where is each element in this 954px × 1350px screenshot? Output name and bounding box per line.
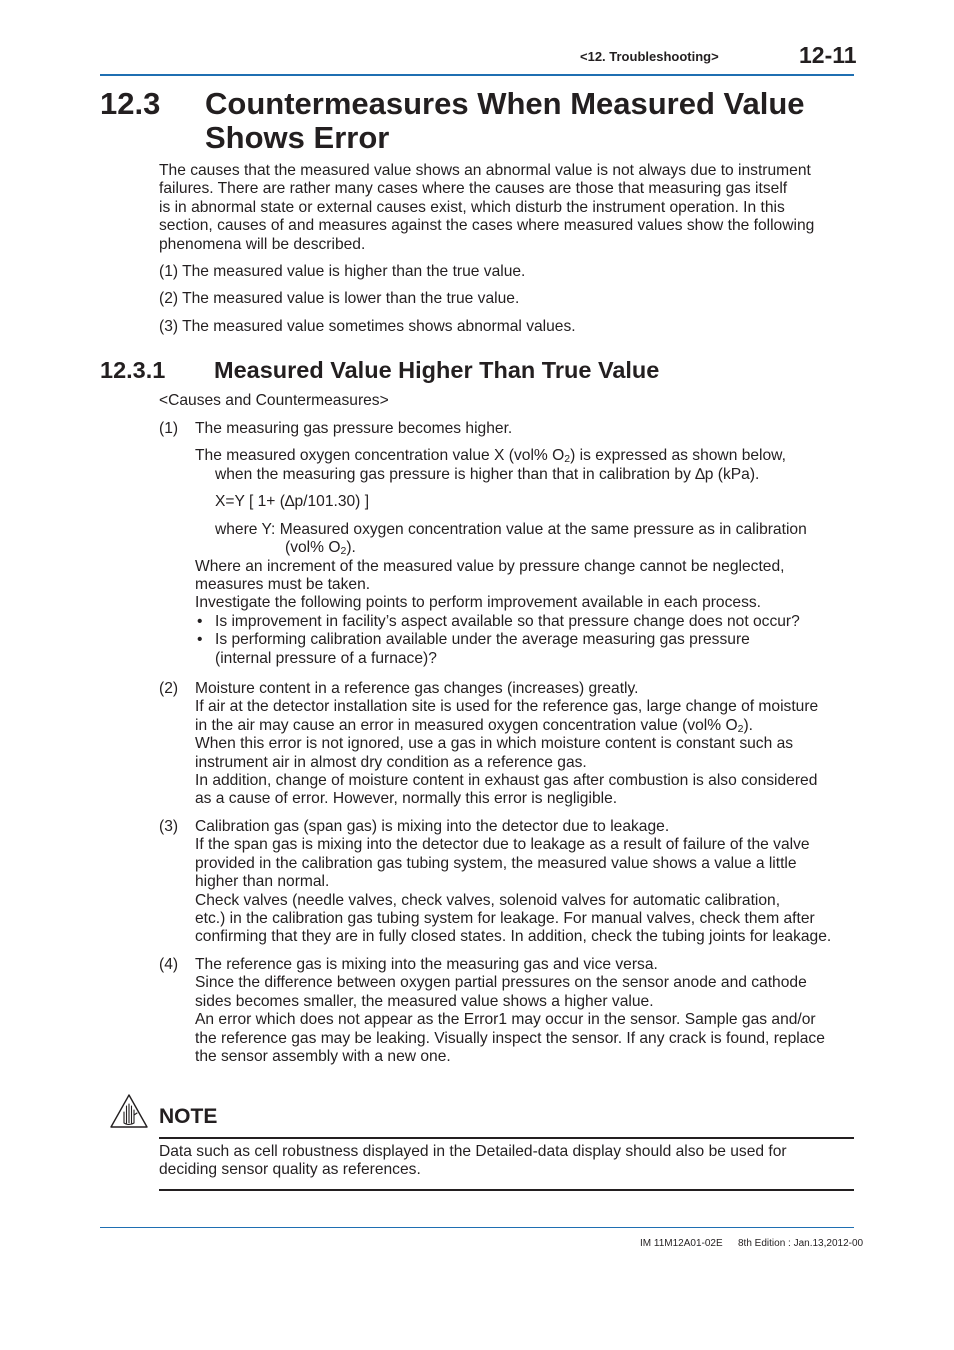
subsection-title: Measured Value Higher Than True Value <box>214 357 660 383</box>
phenomenon-item: (3) The measured value sometimes shows abnormal values. <box>159 318 576 335</box>
item-body <box>195 818 831 947</box>
item-text-line: Check valves (needle valves, check valves, solenoid valves for automatic calibration, <box>195 891 781 909</box>
formula-where: where Y: Measured oxygen concentration value at the same pressure as in calibration <box>215 521 807 538</box>
section-title-line2: Shows Error <box>205 120 390 155</box>
item-text-line: The measured oxygen concentration value X (vol% O2) is expressed as shown below, <box>195 447 786 465</box>
note-line: Data such as cell robustness displayed in the Detailed-data display should also be used for <box>159 1143 787 1160</box>
intro-paragraph <box>159 162 814 254</box>
bullet-marker: • <box>197 613 203 630</box>
item-number: (3) <box>159 818 179 835</box>
note-top-rule <box>159 1137 854 1139</box>
subsection-number: 12.3.1 <box>100 357 166 383</box>
intro-line: section, causes of and measures against the cases where measured values show the following <box>159 217 815 235</box>
intro-line: The causes that the measured value shows an abnormal value is not always due to instrument <box>159 162 811 179</box>
footer-rule <box>100 1227 854 1228</box>
item-text-line: Where an increment of the measured value by pressure change cannot be neglected, <box>195 558 785 575</box>
formula: X=Y [ 1+ (∆p/101.30) ] <box>215 493 370 510</box>
item-text-line: If air at the detector installation site is used for the reference gas, large change of moisture <box>195 698 819 716</box>
item-number: (1) <box>159 420 179 437</box>
hand-icon <box>109 1093 149 1129</box>
item-body <box>195 680 818 809</box>
intro-line: failures. There are rather many cases where the causes are those that measuring gas itself <box>159 180 788 198</box>
section-title-line1: Countermeasures When Measured Value <box>205 86 805 121</box>
item-text-line: instrument air in almost dry condition as a reference gas. <box>195 753 587 771</box>
item-title: Calibration gas (span gas) is mixing into the detector due to leakage. <box>195 818 670 835</box>
header-section-label: <12. Troubleshooting> <box>580 49 719 64</box>
item-text-line: sides becomes smaller, the measured value shows a higher value. <box>195 992 654 1010</box>
phenomenon-item: (2) The measured value is lower than the true value. <box>159 290 520 307</box>
causes-label: <Causes and Countermeasures> <box>159 392 389 409</box>
item-number: (4) <box>159 956 179 973</box>
page-number: 12-11 <box>799 42 857 68</box>
bullet-text: (internal pressure of a furnace)? <box>215 650 437 667</box>
item-text-line: confirming that they are in fully closed states. In addition, check the tubing joints for leakage. <box>195 928 832 946</box>
formula-where-unit: (vol% O2). <box>285 539 356 557</box>
intro-line: phenomena will be described. <box>159 235 366 253</box>
header-rule <box>100 74 854 76</box>
item-text-line: provided in the calibration gas tubing system, the measured value shows a value a little <box>195 854 797 872</box>
note-label: NOTE <box>159 1105 218 1128</box>
item-body <box>195 956 825 1066</box>
intro-line: is in abnormal state or external causes exist, which disturb the instrument operation. In this <box>159 198 785 216</box>
item-text-line: measures must be taken. <box>195 576 371 593</box>
note-line: deciding sensor quality as references. <box>159 1161 421 1179</box>
item-number: (2) <box>159 680 179 697</box>
footer-doc-id: IM 11M12A01-02E <box>640 1238 723 1249</box>
item-text-line: the reference gas may be leaking. Visually inspect the sensor. If any crack is found, replace <box>195 1029 825 1047</box>
phenomenon-item: (1) The measured value is higher than the true value. <box>159 263 526 280</box>
section-number: 12.3 <box>100 86 161 121</box>
item-text-line: If the span gas is mixing into the detector due to leakage as a result of failure of the valve <box>195 836 810 854</box>
item-text-line: When this error is not ignored, use a gas in which moisture content is constant such as <box>195 735 794 753</box>
item-title: Moisture content in a reference gas changes (increases) greatly. <box>195 680 639 697</box>
item-title: The reference gas is mixing into the measuring gas and vice versa. <box>195 956 658 973</box>
item-text-line: in the air may cause an error in measured oxygen concentration value (vol% O2). <box>195 716 753 735</box>
footer-edition: 8th Edition : Jan.13,2012-00 <box>738 1238 864 1249</box>
note-bottom-rule <box>159 1189 854 1191</box>
item-title: The measuring gas pressure becomes higher. <box>195 420 513 437</box>
item-text-line: higher than normal. <box>195 873 330 891</box>
item-text-line: as a cause of error. However, normally this error is negligible. <box>195 790 618 808</box>
item-text-line: when the measuring gas pressure is higher than that in calibration by ∆p (kPa). <box>215 466 760 483</box>
item-text-line: etc.) in the calibration gas tubing system for leakage. For manual valves, check them after <box>195 910 815 928</box>
bullet-text: Is improvement in facility’s aspect available so that pressure change does not occur? <box>215 613 800 630</box>
item-text-line: the sensor assembly with a new one. <box>195 1048 451 1066</box>
bullet-marker: • <box>197 631 203 648</box>
item-text-line: In addition, change of moisture content in exhaust gas after combustion is also considered <box>195 772 818 790</box>
bullet-text: Is performing calibration available under the average measuring gas pressure <box>215 631 750 648</box>
item-text-line: An error which does not appear as the Error1 may occur in the sensor. Sample gas and/or <box>195 1011 816 1029</box>
note-body <box>159 1143 787 1180</box>
item-text-line: Since the difference between oxygen partial pressures on the sensor anode and cathode <box>195 974 807 992</box>
item-text-line: Investigate the following points to perform improvement available in each process. <box>195 594 762 611</box>
